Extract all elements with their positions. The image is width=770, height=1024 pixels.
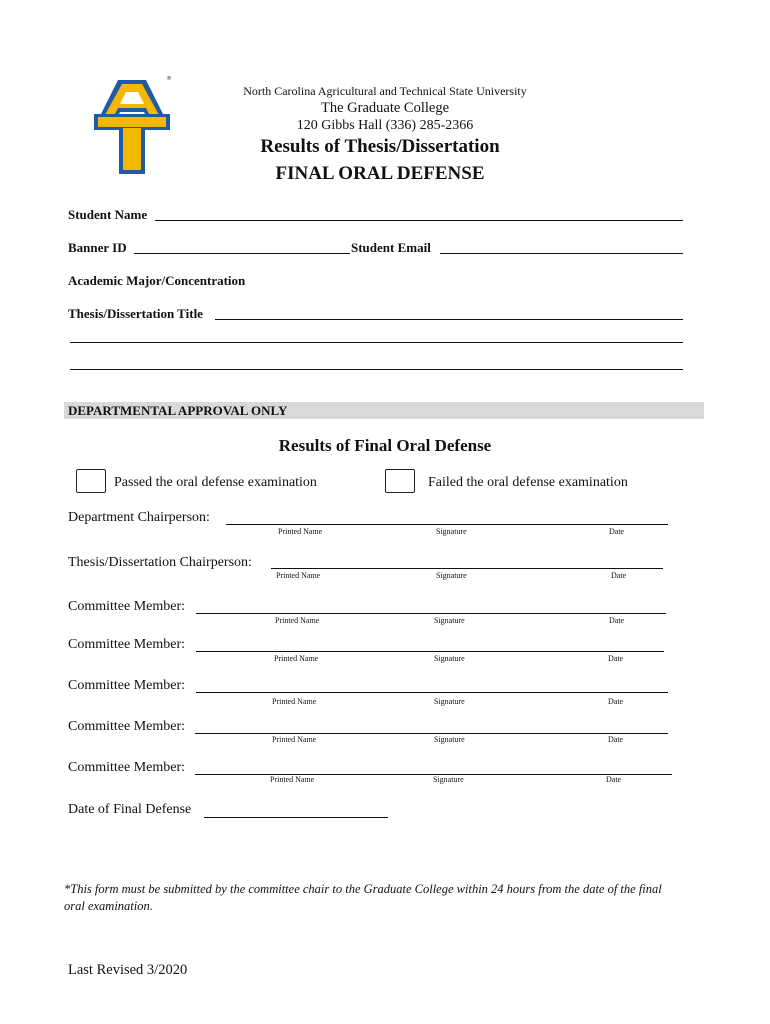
approval-band bbox=[64, 402, 704, 419]
thesis-title-label: Thesis/Dissertation Title bbox=[68, 306, 203, 321]
signer-label-committee-member-4: Committee Member: bbox=[68, 719, 186, 734]
printed-name-caption: Printed Name bbox=[272, 735, 317, 744]
thesis-title-line-3[interactable] bbox=[70, 369, 683, 370]
passed-label: Passed the oral defense examination bbox=[114, 475, 317, 490]
signature-line-thesis-chair[interactable] bbox=[271, 568, 663, 569]
signer-label-committee-member-5: Committee Member: bbox=[68, 760, 186, 775]
signature-caption: Signature bbox=[434, 697, 465, 706]
logo-mark: ® bbox=[166, 76, 172, 82]
results-section-title: Results of Final Oral Defense bbox=[278, 436, 492, 455]
printed-name-caption: Printed Name bbox=[270, 775, 315, 784]
signature-caption: Signature bbox=[433, 775, 464, 784]
signature-caption: Signature bbox=[434, 654, 465, 663]
major-label: Academic Major/Concentration bbox=[68, 273, 246, 288]
printed-name-caption: Printed Name bbox=[275, 616, 320, 625]
signature-caption: Signature bbox=[436, 571, 467, 580]
last-revised: Last Revised 3/2020 bbox=[68, 962, 188, 978]
signer-label-thesis-chair: Thesis/Dissertation Chairperson: bbox=[68, 555, 252, 570]
printed-name-caption: Printed Name bbox=[274, 654, 319, 663]
signature-line-committee-member-2[interactable] bbox=[196, 651, 664, 652]
thesis-title-field[interactable] bbox=[215, 319, 683, 320]
final-defense-date-field[interactable] bbox=[204, 817, 388, 818]
signature-line-committee-member-1[interactable] bbox=[196, 613, 666, 614]
signer-label-committee-member-3: Committee Member: bbox=[68, 678, 186, 693]
thesis-title-line-2[interactable] bbox=[70, 342, 683, 343]
signer-label-department-chair: Department Chairperson: bbox=[68, 510, 210, 525]
signer-label-committee-member-1: Committee Member: bbox=[68, 599, 186, 614]
date-caption: Date bbox=[608, 697, 624, 706]
college-address: 120 Gibbs Hall (336) 285-2366 bbox=[296, 118, 474, 133]
date-caption: Date bbox=[606, 775, 622, 784]
approval-band-label: DEPARTMENTAL APPROVAL ONLY bbox=[68, 403, 288, 418]
signature-caption: Signature bbox=[434, 616, 465, 625]
signature-line-department-chair[interactable] bbox=[226, 524, 668, 525]
date-caption: Date bbox=[609, 527, 625, 536]
printed-name-caption: Printed Name bbox=[276, 571, 321, 580]
signature-line-committee-member-4[interactable] bbox=[195, 733, 668, 734]
student-email-label: Student Email bbox=[351, 240, 431, 255]
date-caption: Date bbox=[611, 571, 627, 580]
university-name: North Carolina Agricultural and Technical State University bbox=[243, 84, 527, 98]
signature-caption: Signature bbox=[434, 735, 465, 744]
failed-checkbox[interactable] bbox=[385, 469, 415, 493]
passed-checkbox[interactable] bbox=[76, 469, 106, 493]
student-name-label: Student Name bbox=[68, 207, 148, 222]
banner-id-label: Banner ID bbox=[68, 240, 127, 255]
signature-caption: Signature bbox=[436, 527, 467, 536]
college-name: The Graduate College bbox=[320, 100, 450, 116]
banner-id-field[interactable] bbox=[134, 253, 350, 254]
date-caption: Date bbox=[608, 654, 624, 663]
date-caption: Date bbox=[608, 735, 624, 744]
signer-label-committee-member-2: Committee Member: bbox=[68, 637, 186, 652]
student-name-field[interactable] bbox=[155, 220, 683, 221]
form-subtitle: FINAL ORAL DEFENSE bbox=[275, 163, 485, 184]
form-title: Results of Thesis/Dissertation bbox=[260, 136, 500, 157]
submission-note: *This form must be submitted by the committee chair to the Graduate College within 24 hours from the date of the final oral examination. bbox=[64, 882, 662, 913]
signature-line-committee-member-3[interactable] bbox=[196, 692, 668, 693]
failed-label: Failed the oral defense examination bbox=[428, 475, 628, 490]
university-logo bbox=[92, 76, 172, 176]
date-caption: Date bbox=[609, 616, 625, 625]
printed-name-caption: Printed Name bbox=[278, 527, 323, 536]
student-email-field[interactable] bbox=[440, 253, 683, 254]
final-defense-date-label: Date of Final Defense bbox=[68, 802, 192, 817]
printed-name-caption: Printed Name bbox=[272, 697, 317, 706]
